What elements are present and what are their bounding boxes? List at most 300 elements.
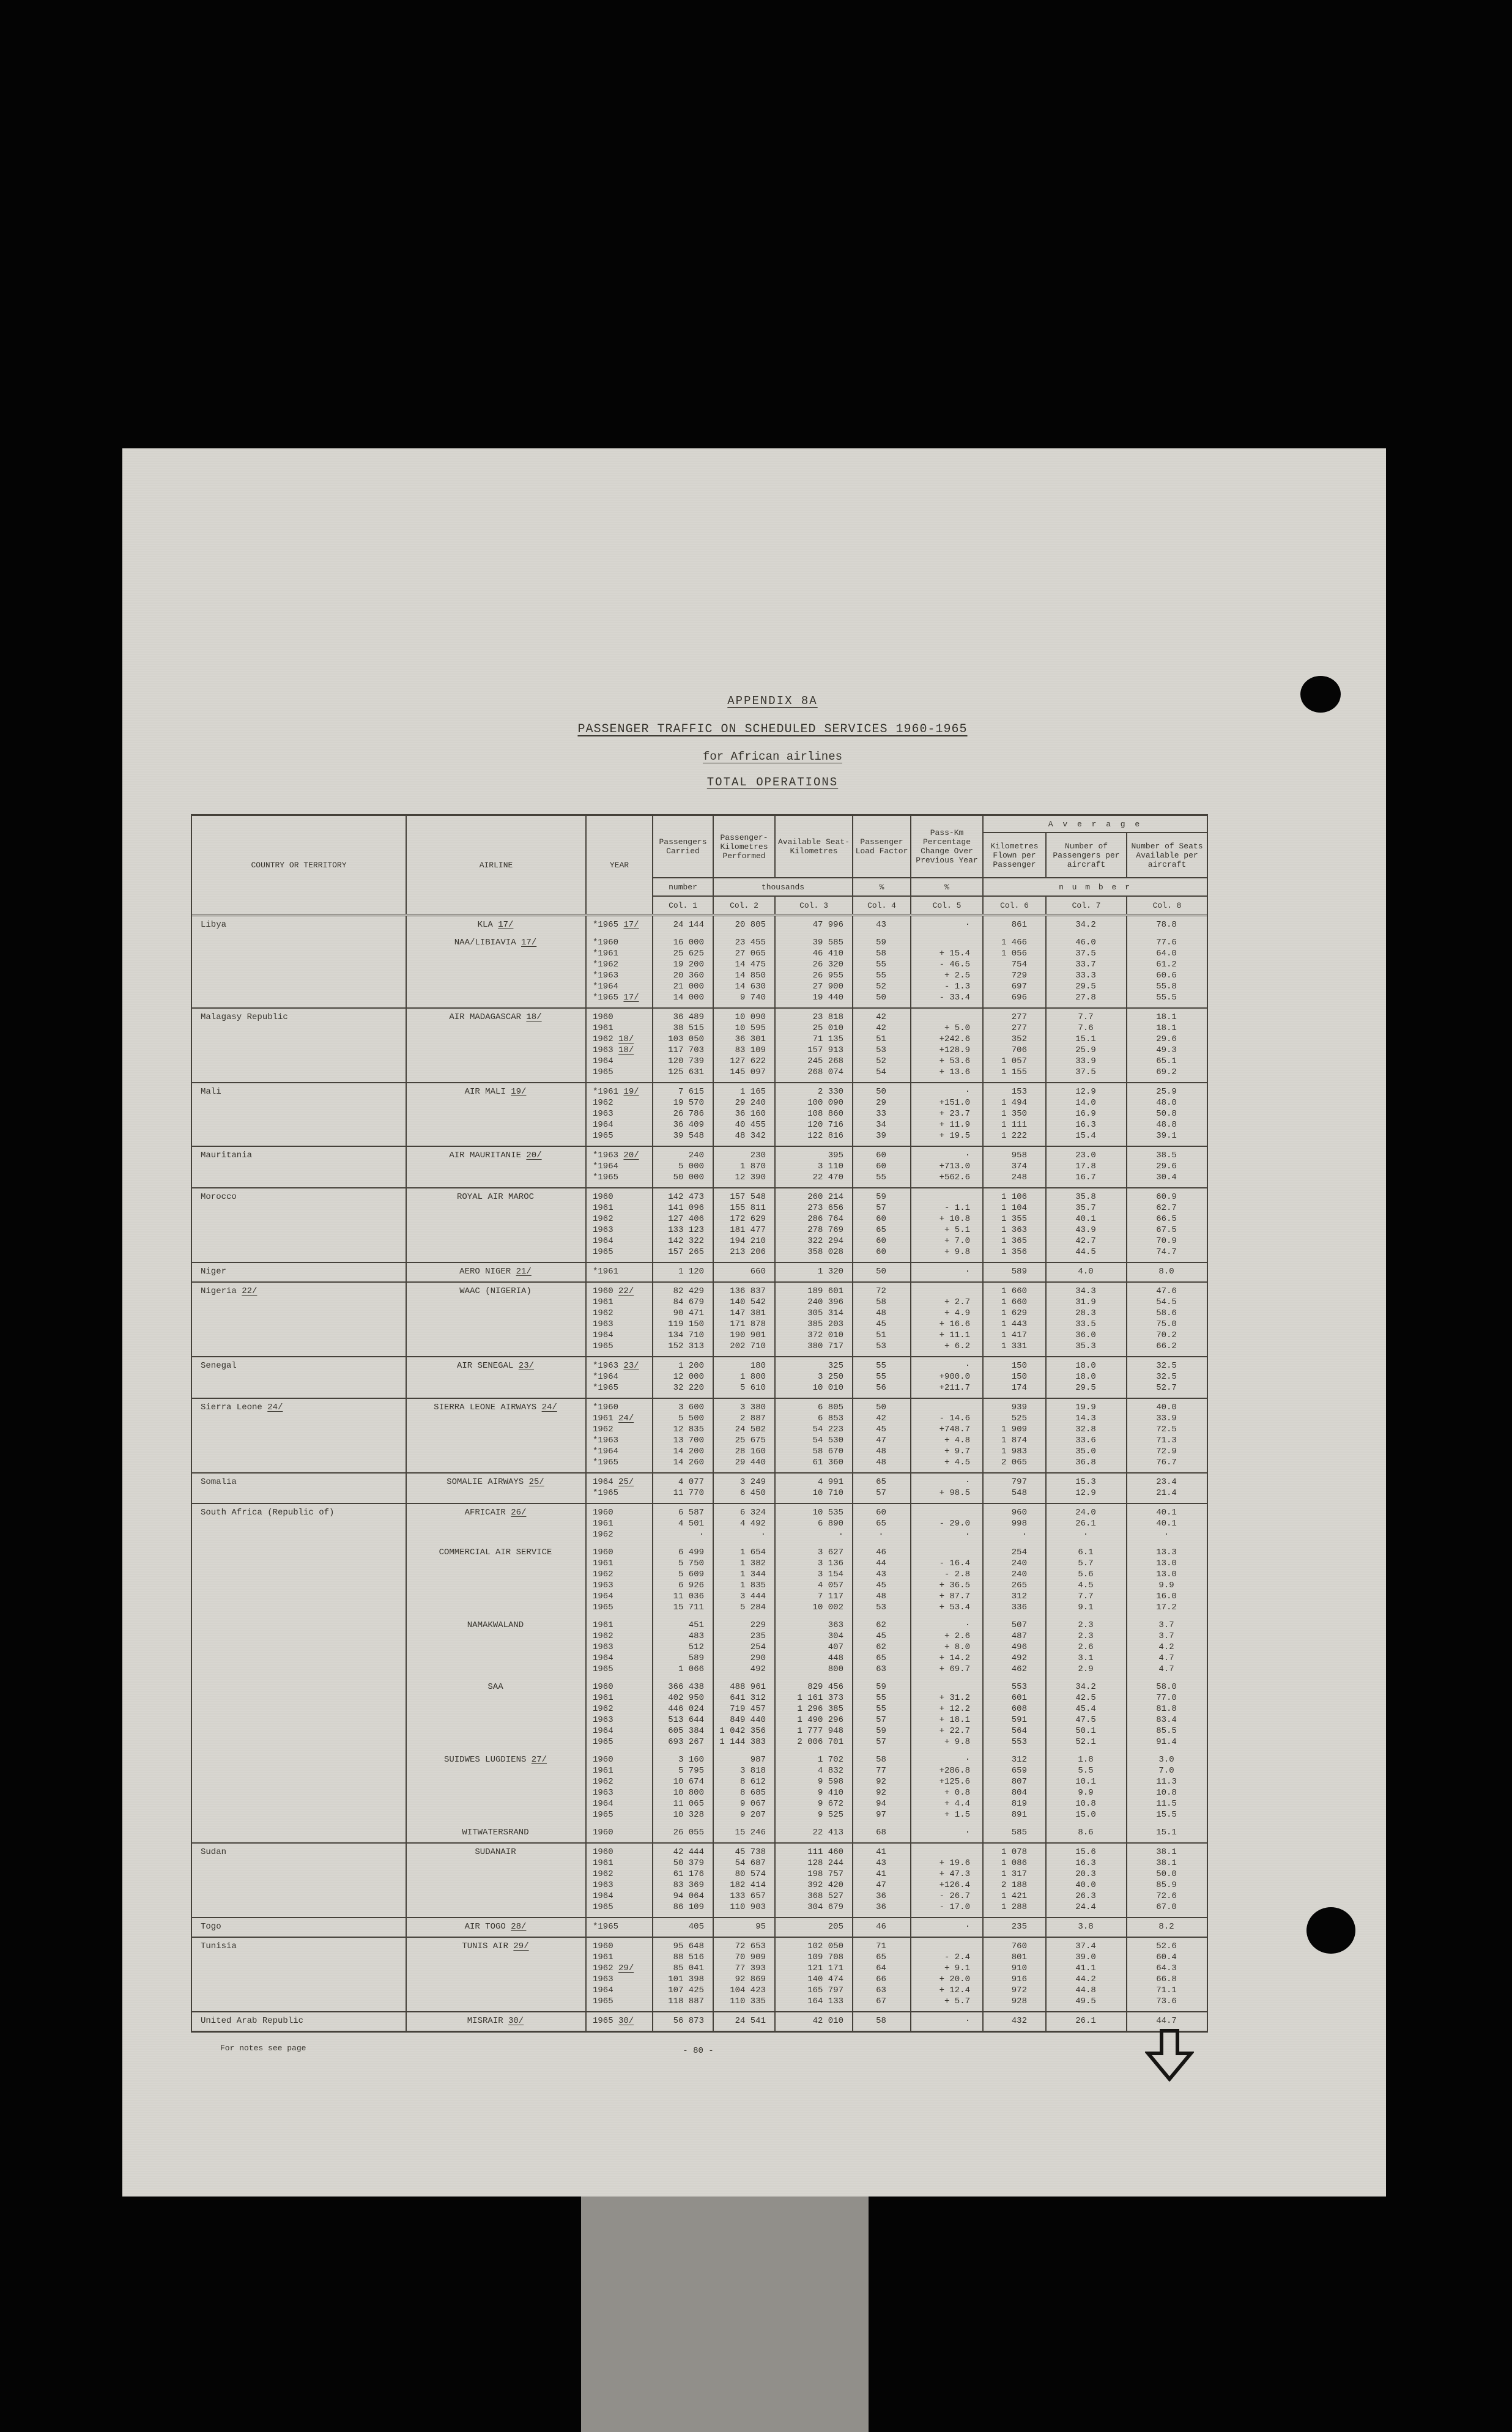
data-cell: 10.1 <box>1075 1777 1096 1787</box>
data-cell: 2.6 <box>1078 1642 1094 1652</box>
data-cell: 240 <box>1011 1570 1027 1579</box>
data-cell: 3.7 <box>1158 1620 1174 1630</box>
data-cell: 152 313 <box>668 1341 704 1351</box>
data-cell: 9.9 <box>1078 1788 1094 1798</box>
data-cell: 8.6 <box>1078 1828 1094 1837</box>
data-cell: 8.0 <box>1158 1267 1174 1277</box>
country-group <box>192 1842 1207 1917</box>
data-cell: 21.4 <box>1156 1488 1177 1498</box>
data-cell: 1 777 948 <box>797 1726 843 1736</box>
data-cell: 268 074 <box>807 1067 843 1077</box>
table-row <box>192 1902 1207 1913</box>
data-cell: 21 000 <box>673 982 704 992</box>
country-cell <box>192 1902 406 1913</box>
data-cell: *1965 <box>593 1922 619 1932</box>
data-cell <box>910 937 982 948</box>
data-cell: + 4.8 <box>944 1436 970 1445</box>
table-row <box>192 1161 1207 1172</box>
data-cell: 14.0 <box>1075 1098 1096 1108</box>
data-cell: 103 050 <box>668 1034 704 1044</box>
table-row <box>192 1996 1207 2007</box>
country-cell <box>192 1119 406 1130</box>
country-cell: Libya <box>201 920 227 930</box>
data-cell: 1962 <box>593 1570 613 1579</box>
data-cell: 133 657 <box>730 1891 766 1901</box>
data-cell <box>910 1507 982 1518</box>
country-group <box>192 1007 1207 1082</box>
data-cell: 407 <box>828 1642 843 1652</box>
data-cell: 42 010 <box>812 2016 843 2026</box>
table-row <box>192 1765 1207 1776</box>
data-cell: 29 <box>876 1098 886 1108</box>
data-cell: 65.1 <box>1156 1056 1177 1066</box>
data-cell: 15.1 <box>1156 1828 1177 1837</box>
table-row <box>192 1776 1207 1787</box>
country-cell: Morocco <box>201 1192 237 1202</box>
data-cell: 60.6 <box>1156 971 1177 981</box>
data-cell: 77 393 <box>735 1963 766 1973</box>
data-cell: 52 <box>876 982 886 992</box>
data-cell: 1962 <box>593 1214 613 1224</box>
table-row <box>192 1591 1207 1602</box>
data-cell: 36 160 <box>735 1109 766 1119</box>
table-row <box>192 1737 1207 1748</box>
airline-block <box>192 937 1207 1003</box>
data-cell: 1960 <box>593 1941 613 1951</box>
data-cell: 5 000 <box>678 1162 704 1171</box>
traffic-table <box>191 814 1208 2033</box>
data-cell: 17.2 <box>1156 1603 1177 1612</box>
airline-cell <box>406 1580 585 1591</box>
airline-cell <box>406 1952 585 1963</box>
country-cell <box>192 1591 406 1602</box>
data-cell: 15.4 <box>1075 1131 1096 1141</box>
data-cell: + 9.1 <box>944 1963 970 1973</box>
data-cell: 16.3 <box>1075 1120 1096 1130</box>
data-cell: 10 800 <box>673 1788 704 1798</box>
airline-block <box>192 1012 1207 1078</box>
data-cell: 28 160 <box>735 1447 766 1456</box>
data-cell: 28.3 <box>1075 1308 1096 1318</box>
data-cell: *1964 <box>593 1162 619 1171</box>
col-header-passkm-change: Pass-Km Percentage Change Over Previous Year <box>910 816 982 877</box>
data-cell: 58 <box>876 2016 886 2026</box>
data-cell: 2 330 <box>817 1087 843 1097</box>
airline-cell <box>406 1308 585 1319</box>
table-row <box>192 1330 1207 1341</box>
airline-cell <box>406 1247 585 1258</box>
airline-cell <box>406 1424 585 1435</box>
data-cell: 55 <box>876 960 886 969</box>
data-cell: 36 301 <box>735 1034 766 1044</box>
table-row <box>192 1602 1207 1613</box>
data-cell: 1965 <box>593 1603 613 1612</box>
data-cell: 9 740 <box>739 993 766 1003</box>
data-cell: 1964 <box>593 1985 613 1995</box>
data-cell: 1 417 <box>1001 1330 1027 1340</box>
country-cell <box>192 1161 406 1172</box>
data-cell: 76.7 <box>1156 1458 1177 1467</box>
unit-number: number <box>652 877 713 895</box>
data-cell: 32 220 <box>673 1383 704 1393</box>
data-cell: 55 <box>876 1704 886 1714</box>
data-cell: 60 <box>876 1162 886 1171</box>
data-cell: 58 <box>876 949 886 958</box>
col-header-airline: AIRLINE <box>406 816 585 914</box>
data-cell: 153 <box>1011 1087 1027 1097</box>
data-cell: 1962 <box>593 1777 613 1787</box>
data-cell: 71 135 <box>812 1034 843 1044</box>
data-cell: +900.0 <box>939 1372 970 1382</box>
country-cell <box>192 1880 406 1891</box>
data-cell: 86 109 <box>673 1902 704 1912</box>
data-cell: 62.7 <box>1156 1203 1177 1213</box>
data-cell: 235 <box>1011 1922 1027 1932</box>
data-cell: 16.0 <box>1156 1592 1177 1601</box>
airline-cell: COMMERCIAL AIR SERVICE <box>439 1548 552 1557</box>
data-cell: + 0.8 <box>944 1788 970 1798</box>
data-cell: 1 870 <box>739 1162 766 1171</box>
data-cell: + 20.0 <box>939 1974 970 1984</box>
data-cell: · <box>965 1087 970 1097</box>
country-cell <box>192 1056 406 1067</box>
data-cell: 304 679 <box>807 1902 843 1912</box>
data-cell: 47.5 <box>1075 1715 1096 1725</box>
data-cell: 15 246 <box>735 1828 766 1837</box>
data-cell: + 2.6 <box>944 1631 970 1641</box>
data-cell: 101 398 <box>668 1974 704 1984</box>
data-cell: 1 111 <box>1001 1120 1027 1130</box>
data-cell: 1965 <box>593 1247 613 1257</box>
country-cell <box>192 959 406 970</box>
airline-cell <box>406 1664 585 1675</box>
country-cell <box>192 1602 406 1613</box>
data-cell: 71.3 <box>1156 1436 1177 1445</box>
data-cell: 36.8 <box>1075 1458 1096 1467</box>
data-cell: *1961 <box>593 1267 619 1277</box>
data-cell: 47 <box>876 1436 886 1445</box>
appendix-label: APPENDIX 8A <box>727 694 818 708</box>
data-cell: 110 335 <box>730 1996 766 2006</box>
data-cell: 1960 <box>593 1508 613 1518</box>
data-cell: 1 086 <box>1001 1858 1027 1868</box>
airline-cell <box>406 1371 585 1382</box>
data-cell: 53 <box>876 1603 886 1612</box>
data-cell: 72 653 <box>735 1941 766 1951</box>
data-cell: 1 443 <box>1001 1319 1027 1329</box>
airline-block <box>192 919 1207 930</box>
data-cell: 4 077 <box>678 1477 704 1487</box>
data-cell: 25 675 <box>735 1436 766 1445</box>
data-cell: *1964 <box>593 1372 619 1382</box>
airline-cell <box>406 1518 585 1529</box>
data-cell: 462 <box>1011 1664 1027 1674</box>
column-rule <box>910 916 911 2031</box>
data-cell: *1965 <box>593 1173 619 1182</box>
data-cell: 14 260 <box>673 1458 704 1467</box>
data-cell: - 17.0 <box>939 1902 970 1912</box>
data-cell: · <box>965 1361 970 1371</box>
country-cell <box>192 1809 406 1820</box>
data-cell: 1960 <box>593 1828 613 1837</box>
data-cell: 5 750 <box>678 1559 704 1568</box>
airline-cell <box>406 1858 585 1869</box>
data-cell: 1 382 <box>739 1559 766 1568</box>
data-cell: 659 <box>1011 1766 1027 1776</box>
document-page <box>122 448 1386 2197</box>
airline-cell: AFRICAIR 26/ <box>464 1508 527 1518</box>
data-cell: 46 410 <box>812 949 843 958</box>
table-row <box>192 1580 1207 1591</box>
data-cell: 3.8 <box>1078 1922 1094 1932</box>
country-group <box>192 1281 1207 1356</box>
data-cell: 1 222 <box>1001 1131 1027 1141</box>
airline-block <box>192 1266 1207 1277</box>
data-cell: 3 249 <box>739 1477 766 1487</box>
data-cell: 50 000 <box>673 1173 704 1182</box>
data-cell: 1 120 <box>678 1267 704 1277</box>
data-cell: 43 <box>876 1570 886 1579</box>
data-cell: 5 609 <box>678 1570 704 1579</box>
airline-block <box>192 1477 1207 1499</box>
data-cell: 6 324 <box>739 1508 766 1518</box>
data-cell: + 22.7 <box>939 1726 970 1736</box>
airline-cell <box>406 1214 585 1225</box>
airline-cell: TUNIS AIR 29/ <box>462 1941 529 1951</box>
country-cell <box>192 1214 406 1225</box>
country-cell <box>192 1620 406 1631</box>
country-cell <box>192 1776 406 1787</box>
data-cell: 1960 <box>593 1755 613 1765</box>
data-cell: 891 <box>1011 1810 1027 1820</box>
data-cell: + 1.5 <box>944 1810 970 1820</box>
data-cell: 608 <box>1011 1704 1027 1714</box>
data-cell: 213 206 <box>730 1247 766 1257</box>
data-cell: 9.1 <box>1078 1603 1094 1612</box>
data-cell: 39 548 <box>673 1131 704 1141</box>
data-cell: 37.4 <box>1075 1941 1096 1951</box>
data-cell: 46 <box>876 1922 886 1932</box>
data-cell: 392 420 <box>807 1880 843 1890</box>
data-cell: 133 123 <box>668 1225 704 1235</box>
table-row <box>192 1130 1207 1141</box>
data-cell: 180 <box>750 1361 766 1371</box>
table-row <box>192 1056 1207 1067</box>
data-cell: +562.6 <box>939 1173 970 1182</box>
country-cell <box>192 1341 406 1352</box>
data-cell: - 46.5 <box>939 960 970 969</box>
data-cell: 59 <box>876 1682 886 1692</box>
data-cell: 402 950 <box>668 1693 704 1703</box>
data-cell: 248 <box>1011 1173 1027 1182</box>
table-row <box>192 1704 1207 1715</box>
data-cell: + 4.5 <box>944 1458 970 1467</box>
data-cell: + 10.8 <box>939 1214 970 1224</box>
country-cell <box>192 1787 406 1798</box>
data-cell: 2.9 <box>1078 1664 1094 1674</box>
data-cell: 44.5 <box>1075 1247 1096 1257</box>
data-cell: 697 <box>1011 982 1027 992</box>
data-cell: 140 542 <box>730 1297 766 1307</box>
data-cell: 14 475 <box>735 960 766 969</box>
country-cell <box>192 992 406 1003</box>
data-cell: · <box>965 1828 970 1837</box>
airline-cell <box>406 1297 585 1308</box>
data-cell: 53 <box>876 1045 886 1055</box>
data-cell: 1960 <box>593 1548 613 1557</box>
data-cell: 4 057 <box>817 1581 843 1590</box>
airline-cell: MISRAIR 30/ <box>467 2016 524 2026</box>
data-cell: 1961 <box>593 1023 613 1033</box>
country-group <box>192 916 1207 1007</box>
country-cell <box>192 1371 406 1382</box>
country-cell <box>192 1858 406 1869</box>
country-group <box>192 1937 1207 2011</box>
data-cell: 1962 18/ <box>593 1034 634 1044</box>
data-cell: 958 <box>1011 1151 1027 1160</box>
data-cell: · <box>1163 1530 1169 1540</box>
data-cell: *1963 23/ <box>593 1361 639 1371</box>
data-cell: 141 096 <box>668 1203 704 1213</box>
data-cell: 240 <box>1011 1559 1027 1568</box>
col-header-seats-per-aircraft: Number of Seats Available per aircraft <box>1126 833 1207 877</box>
data-cell: 67.5 <box>1156 1225 1177 1235</box>
airline-cell: AIR MAURITANIE 20/ <box>449 1151 542 1160</box>
data-cell: 59 <box>876 1726 886 1736</box>
data-cell: 104 423 <box>730 1985 766 1995</box>
unit-percent-lf: % <box>852 877 910 895</box>
column-rule <box>1126 916 1127 2031</box>
data-cell: 24 502 <box>735 1425 766 1434</box>
data-cell: 11 036 <box>673 1592 704 1601</box>
data-cell: 52.6 <box>1156 1941 1177 1951</box>
data-cell: 1.8 <box>1078 1755 1094 1765</box>
table-row <box>192 1150 1207 1161</box>
data-cell: 59 <box>876 938 886 947</box>
data-cell: 142 322 <box>668 1236 704 1246</box>
data-cell: 483 <box>688 1631 704 1641</box>
col-number-7: Col. 7 <box>1045 895 1126 914</box>
airline-cell: KLA 17/ <box>477 920 514 930</box>
data-cell: 11.3 <box>1156 1777 1177 1787</box>
table-row <box>192 1529 1207 1540</box>
data-cell: 754 <box>1011 960 1027 969</box>
country-cell <box>192 1631 406 1642</box>
airline-cell <box>406 1869 585 1880</box>
data-cell: + 19.5 <box>939 1131 970 1141</box>
data-cell: 312 <box>1011 1755 1027 1765</box>
data-cell: 1 629 <box>1001 1308 1027 1318</box>
data-cell: 13.0 <box>1156 1559 1177 1568</box>
data-cell: 1964 <box>593 1799 613 1809</box>
data-cell: *1963 <box>593 971 619 981</box>
data-cell: 164 133 <box>807 1996 843 2006</box>
airline-block <box>192 1192 1207 1258</box>
data-cell: + 87.7 <box>939 1592 970 1601</box>
page-title: PASSENGER TRAFFIC ON SCHEDULED SERVICES 1960-1965 <box>577 722 968 736</box>
country-cell <box>192 1203 406 1214</box>
data-cell: 142 473 <box>668 1192 704 1202</box>
data-cell: 10 010 <box>812 1383 843 1393</box>
data-cell: 380 717 <box>807 1341 843 1351</box>
data-cell: 1964 <box>593 1726 613 1736</box>
table-row <box>192 1798 1207 1809</box>
data-cell: 322 294 <box>807 1236 843 1246</box>
data-cell: 998 <box>1011 1519 1027 1529</box>
country-cell <box>192 1330 406 1341</box>
col-number-6: Col. 6 <box>982 895 1045 914</box>
country-cell: Nigeria 22/ <box>201 1286 258 1296</box>
data-cell: 55 <box>876 1693 886 1703</box>
table-row <box>192 1034 1207 1045</box>
data-cell: + 4.4 <box>944 1799 970 1809</box>
data-cell: + 5.7 <box>944 1996 970 2006</box>
country-cell <box>192 1172 406 1183</box>
data-cell: 83 369 <box>673 1880 704 1890</box>
data-cell: 6 926 <box>678 1581 704 1590</box>
airline-cell <box>406 1130 585 1141</box>
data-cell: 26 955 <box>812 971 843 981</box>
data-cell: 1 144 383 <box>719 1737 766 1747</box>
data-cell: 37.5 <box>1075 949 1096 958</box>
data-cell: 65 <box>876 1477 886 1487</box>
data-cell: 513 644 <box>668 1715 704 1725</box>
data-cell: 368 527 <box>807 1891 843 1901</box>
country-cell: Sudan <box>201 1847 227 1857</box>
data-cell: 1 983 <box>1001 1447 1027 1456</box>
data-cell: 589 <box>688 1653 704 1663</box>
data-cell: 1961 <box>593 1858 613 1868</box>
data-cell: 40.0 <box>1156 1403 1177 1412</box>
data-cell: 17.8 <box>1075 1162 1096 1171</box>
data-cell: 57 <box>876 1737 886 1747</box>
data-cell: 2 188 <box>1001 1880 1027 1890</box>
data-cell: 696 <box>1011 993 1027 1003</box>
table-row <box>192 1631 1207 1642</box>
data-cell: 13.0 <box>1156 1570 1177 1579</box>
data-cell: 1962 <box>593 1308 613 1318</box>
data-cell: 48.8 <box>1156 1120 1177 1130</box>
data-cell: 92 <box>876 1777 886 1787</box>
country-cell <box>192 1653 406 1664</box>
data-cell: 35.0 <box>1075 1447 1096 1456</box>
column-rule <box>982 916 984 2031</box>
airline-block <box>192 1620 1207 1675</box>
data-cell: 59 <box>876 1192 886 1202</box>
airline-cell <box>406 1457 585 1468</box>
data-cell: 24.4 <box>1075 1902 1096 1912</box>
data-cell: 1 363 <box>1001 1225 1027 1235</box>
data-cell: 19 440 <box>812 993 843 1003</box>
data-cell: 254 <box>750 1642 766 1652</box>
next-page-edge <box>581 2197 869 2432</box>
data-cell: + 9.8 <box>944 1247 970 1257</box>
data-cell: 496 <box>1011 1642 1027 1652</box>
data-cell: 358 028 <box>807 1247 843 1257</box>
table-row <box>192 1286 1207 1297</box>
data-cell: 43 <box>876 920 886 930</box>
data-cell: 1963 <box>593 1880 613 1890</box>
airline-block <box>192 1921 1207 1932</box>
data-cell: 304 <box>828 1631 843 1641</box>
data-cell: 3 818 <box>739 1766 766 1776</box>
data-cell: + 53.4 <box>939 1603 970 1612</box>
data-cell: - 26.7 <box>939 1891 970 1901</box>
data-cell: 48.0 <box>1156 1098 1177 1108</box>
data-cell: 5.6 <box>1078 1570 1094 1579</box>
table-row <box>192 1012 1207 1023</box>
data-cell: · <box>965 1267 970 1277</box>
